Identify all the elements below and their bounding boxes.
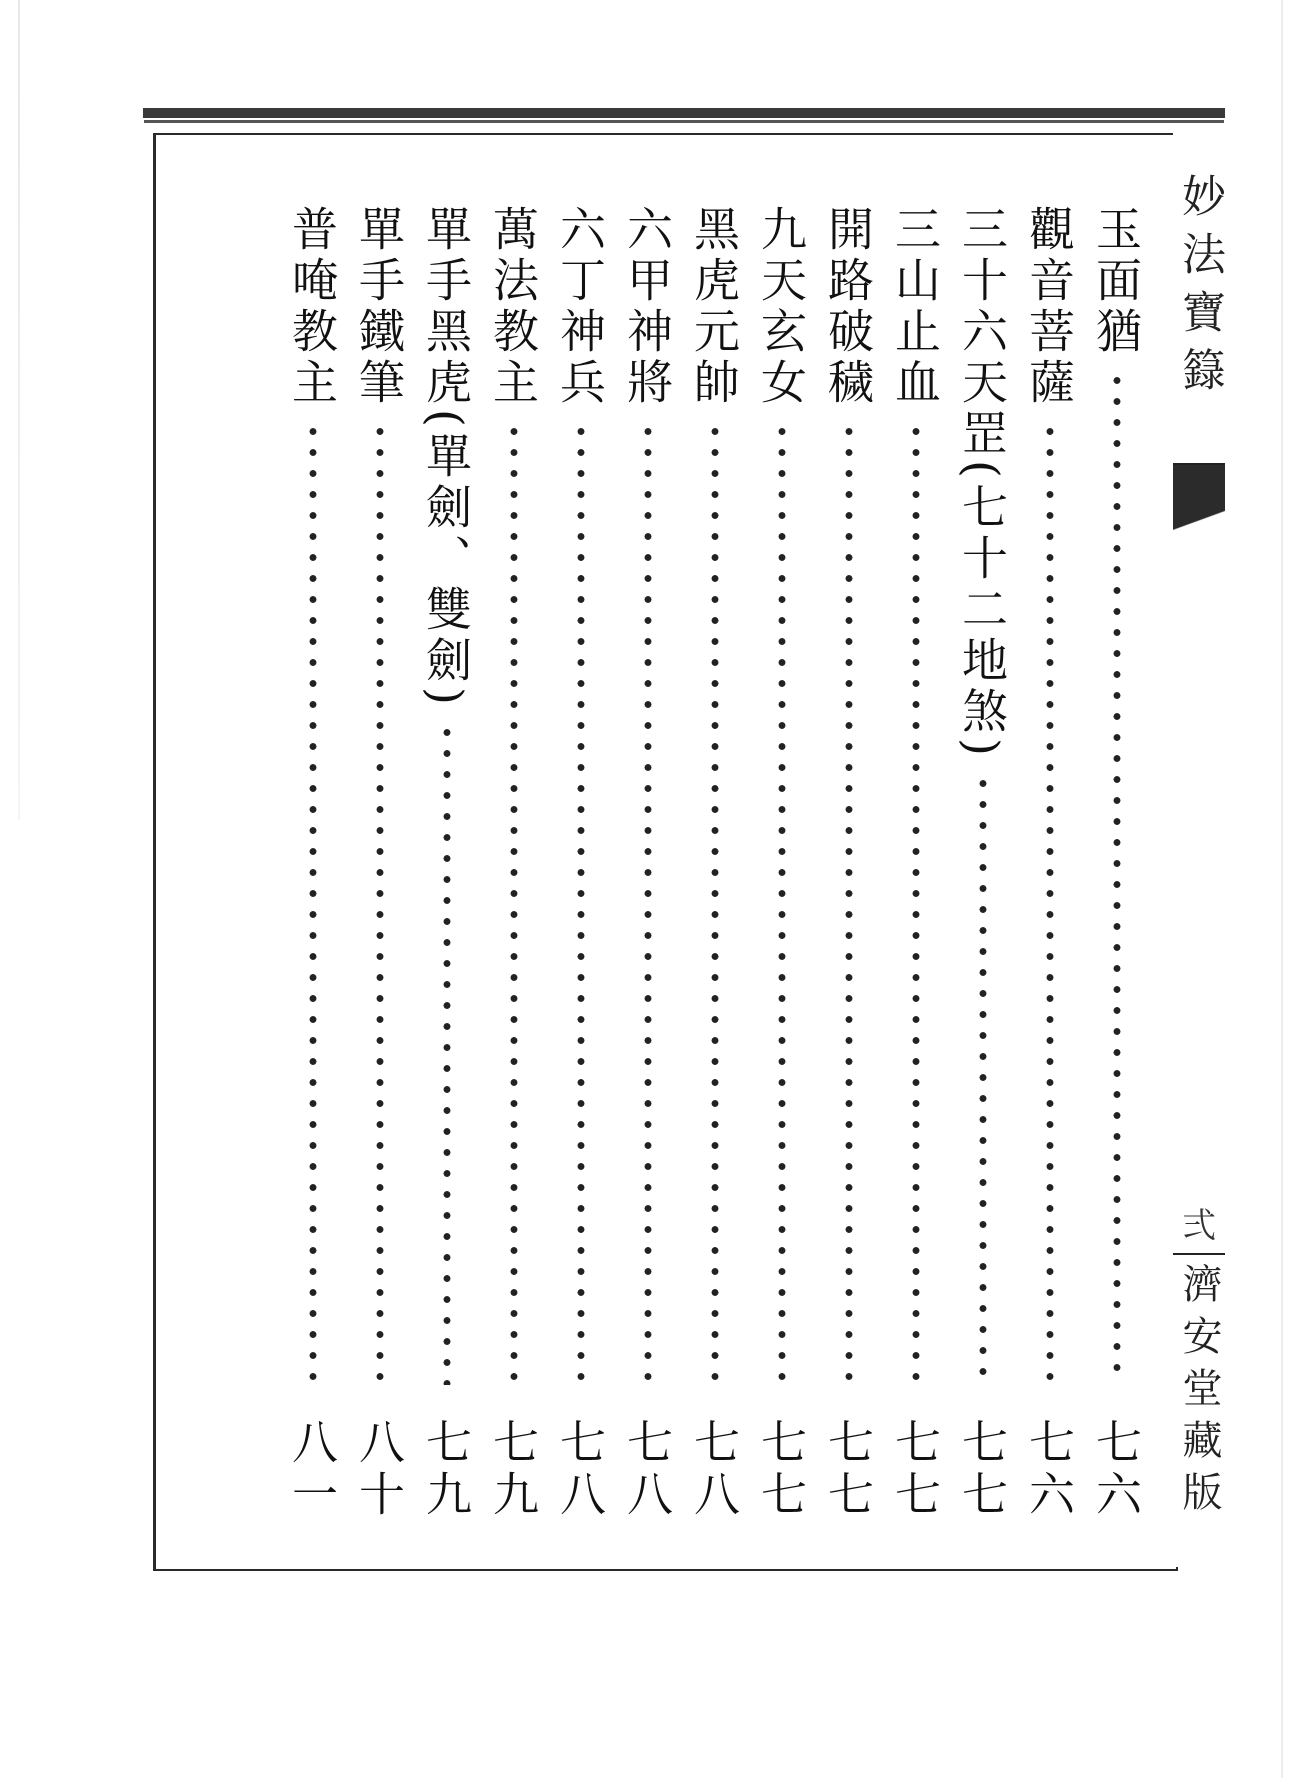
toc-entry-title: 萬法教主 xyxy=(486,205,540,409)
toc-entry-page: 七七 xyxy=(821,1418,875,1522)
toc-entry-13 xyxy=(282,205,342,1535)
toc-entry-page: 七九 xyxy=(486,1418,540,1522)
fishtail-mark xyxy=(1173,463,1225,563)
toc-entry-8 xyxy=(617,205,677,1535)
toc-entry-page: 八十 xyxy=(352,1418,406,1522)
dot-leader xyxy=(308,421,318,1385)
toc-entry-title: 開路破穢 xyxy=(821,205,875,409)
scan-right-edge xyxy=(1281,0,1283,1778)
toc-entry-5 xyxy=(818,205,878,1535)
toc-entry-4 xyxy=(885,205,945,1535)
toc-entry-page: 八一 xyxy=(285,1418,339,1522)
toc-entry-title: 三十六天罡(七十二地煞) xyxy=(955,205,1009,761)
toc-entry-11 xyxy=(416,205,476,1535)
margin-panel xyxy=(1173,133,1225,1567)
toc-entry-title: 三山止血 xyxy=(888,205,942,409)
toc-entry-title: 單手黑虎(單劍、雙劍) xyxy=(419,205,473,710)
toc-entry-page: 七八 xyxy=(553,1418,607,1522)
top-rule xyxy=(143,108,1225,120)
dot-leader xyxy=(1045,421,1055,1385)
toc-entry-page: 七七 xyxy=(754,1418,808,1522)
toc-entry-7 xyxy=(684,205,744,1535)
dot-leader xyxy=(710,421,720,1385)
toc-entry-page: 七七 xyxy=(955,1418,1009,1522)
publisher-name: 濟安堂藏版 xyxy=(1176,1263,1222,1523)
toc-entry-12 xyxy=(349,205,409,1535)
dot-leader xyxy=(777,421,787,1385)
toc-entry-page: 七九 xyxy=(419,1418,473,1522)
toc-entry-title: 單手鐵筆 xyxy=(352,205,406,409)
toc-entry-1 xyxy=(1086,205,1146,1535)
toc-entry-title: 觀音菩薩 xyxy=(1022,205,1076,409)
dot-leader xyxy=(509,421,519,1385)
toc-entry-3 xyxy=(952,205,1012,1535)
toc-entry-title: 玉面猶 xyxy=(1089,205,1143,358)
toc-entry-9 xyxy=(550,205,610,1535)
dot-leader xyxy=(442,722,452,1385)
dot-leader xyxy=(911,421,921,1385)
dot-leader xyxy=(576,421,586,1385)
dot-leader xyxy=(844,421,854,1385)
toc-entry-page: 七八 xyxy=(620,1418,674,1522)
margin-divider xyxy=(1173,1253,1225,1255)
toc-entry-page: 七七 xyxy=(888,1418,942,1522)
page-frame xyxy=(153,133,1178,1571)
scan-left-edge xyxy=(18,0,20,820)
toc-entry-title: 六甲神將 xyxy=(620,205,674,409)
toc-entry-title: 九天玄女 xyxy=(754,205,808,409)
dot-leader xyxy=(643,421,653,1385)
dot-leader xyxy=(1112,370,1122,1385)
toc-entry-page: 七八 xyxy=(687,1418,741,1522)
toc-entry-title: 黑虎元帥 xyxy=(687,205,741,409)
toc-entry-title: 普唵教主 xyxy=(285,205,339,409)
toc-entry-10 xyxy=(483,205,543,1535)
book-title: 妙法寶籙 xyxy=(1174,173,1225,405)
table-of-contents xyxy=(156,135,1176,1569)
dot-leader xyxy=(375,421,385,1385)
section-mark: 弍 xyxy=(1182,1206,1216,1246)
toc-entry-page: 七六 xyxy=(1022,1418,1076,1522)
toc-entry-6 xyxy=(751,205,811,1535)
toc-entry-2 xyxy=(1019,205,1079,1535)
dot-leader xyxy=(978,773,988,1385)
toc-entry-title: 六丁神兵 xyxy=(553,205,607,409)
toc-entry-page: 七六 xyxy=(1089,1418,1143,1522)
